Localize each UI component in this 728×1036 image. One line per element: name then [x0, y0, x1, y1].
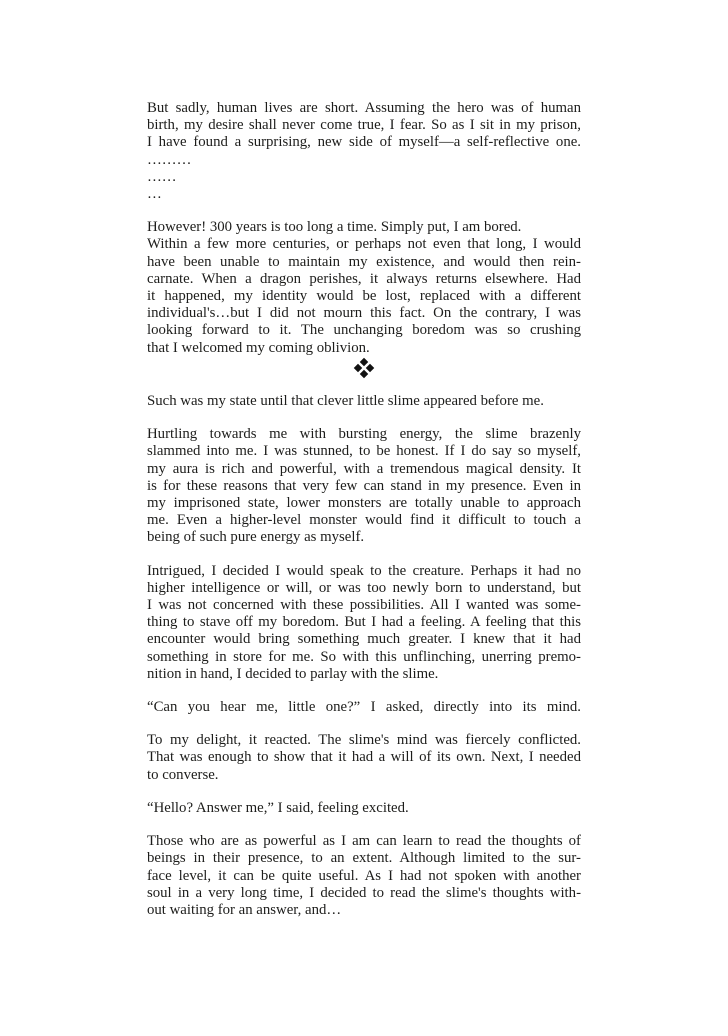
text-line: …… — [147, 168, 177, 185]
page-text-block — [147, 100, 581, 919]
text-line: But sadly, human lives are short. Assuming the hero was of human — [147, 100, 581, 116]
text-line: … — [147, 186, 162, 203]
text-line: carnate. When a dragon perishes, it always returns elsewhere. Had — [147, 270, 581, 287]
text-line: Intrigued, I decided I would speak to the creature. Perhaps it had no — [147, 562, 581, 579]
para-human-lives — [147, 100, 581, 152]
text-line: thing to stave off my boredom. But I had a feeling. A feeling that this — [147, 614, 581, 631]
ellipsis-lines — [147, 152, 581, 204]
text-line: Hurtling towards me with bursting energy, the slime brazenly — [147, 426, 581, 443]
para-hurtling — [147, 426, 581, 546]
text-line: my aura is rich and powerful, with a tremendous magical density. It — [147, 460, 581, 477]
text-line: However! 300 years is too long a time. Simply put, I am bored. — [147, 219, 522, 236]
para-hello-answer — [147, 800, 581, 817]
text-line: face level, it can be quite useful. As I had not spoken with another — [147, 867, 581, 884]
text-line: nition in hand, I decided to parlay with the slime. — [147, 665, 439, 682]
text-line: have been unable to maintain my existence, and would then rein- — [147, 253, 581, 270]
text-line: slammed into me. I was stunned, to be honest. If I do say so myself, — [147, 443, 581, 460]
text-line: Such was my state until that clever little slime appeared before me. — [147, 393, 544, 410]
para-read-thoughts — [147, 833, 581, 919]
text-line: ……… — [147, 151, 192, 168]
text-line: encounter would bring something much greater. I knew that it had — [147, 631, 581, 648]
diamond-shape — [366, 364, 374, 372]
text-line: “Hello? Answer me,” I said, feeling excited. — [147, 799, 409, 816]
text-line: something in store for me. So with this unflinching, unerring premo- — [147, 648, 581, 665]
four-diamond-divider — [147, 360, 581, 377]
four-diamond-ornament-icon — [355, 359, 373, 377]
text-line: individual's…but I did not mourn this fact. On the contrary, I was — [147, 305, 581, 322]
text-line: looking forward to it. The unchanging boredom was so crushing — [147, 322, 581, 339]
text-line: Those who are as powerful as I am can learn to read the thoughts of — [147, 833, 581, 850]
para-bored — [147, 219, 581, 357]
text-line: That was enough to show that it had a will of its own. Next, I needed — [147, 749, 581, 766]
text-line: “Can you hear me, little one?” I asked, directly into its mind. — [147, 699, 581, 716]
text-line: soul in a very long time, I decided to read the slime's thoughts with- — [147, 884, 581, 901]
text-line: is for these reasons that very few can stand in my presence. Even in — [147, 477, 581, 494]
text-line: to converse. — [147, 766, 219, 783]
text-line: it happened, my identity would be lost, replaced with a different — [147, 288, 581, 305]
text-line: To my delight, it reacted. The slime's mind was fiercely conflicted. — [147, 732, 581, 749]
para-slime-appeared — [147, 393, 581, 410]
diamond-shape — [360, 370, 368, 378]
text-line: being of such pure energy as myself. — [147, 529, 365, 546]
text-line: I have found a surprising, new side of myself—a self-reflective one. — [147, 134, 581, 151]
text-line: birth, my desire shall never come true, I fear. So as I sit in my prison, — [147, 117, 581, 134]
para-can-you-hear — [147, 699, 581, 716]
para-intrigued — [147, 563, 581, 683]
text-line: Within a few more centuries, or perhaps not even that long, I would — [147, 236, 581, 253]
text-line: me. Even a higher-level monster would find it difficult to touch a — [147, 512, 581, 529]
text-line: I was not concerned with these possibilities. All I wanted was some- — [147, 597, 581, 614]
text-line: beings in their presence, to an extent. Although limited to the sur- — [147, 850, 581, 867]
text-line: my imprisoned state, lower monsters are totally unable to approach — [147, 495, 581, 512]
text-line: higher intelligence or will, or was too newly born to understand, but — [147, 579, 581, 596]
text-line: that I welcomed my coming oblivion. — [147, 339, 370, 356]
text-line: out waiting for an answer, and… — [147, 901, 342, 918]
para-to-my-delight — [147, 732, 581, 784]
